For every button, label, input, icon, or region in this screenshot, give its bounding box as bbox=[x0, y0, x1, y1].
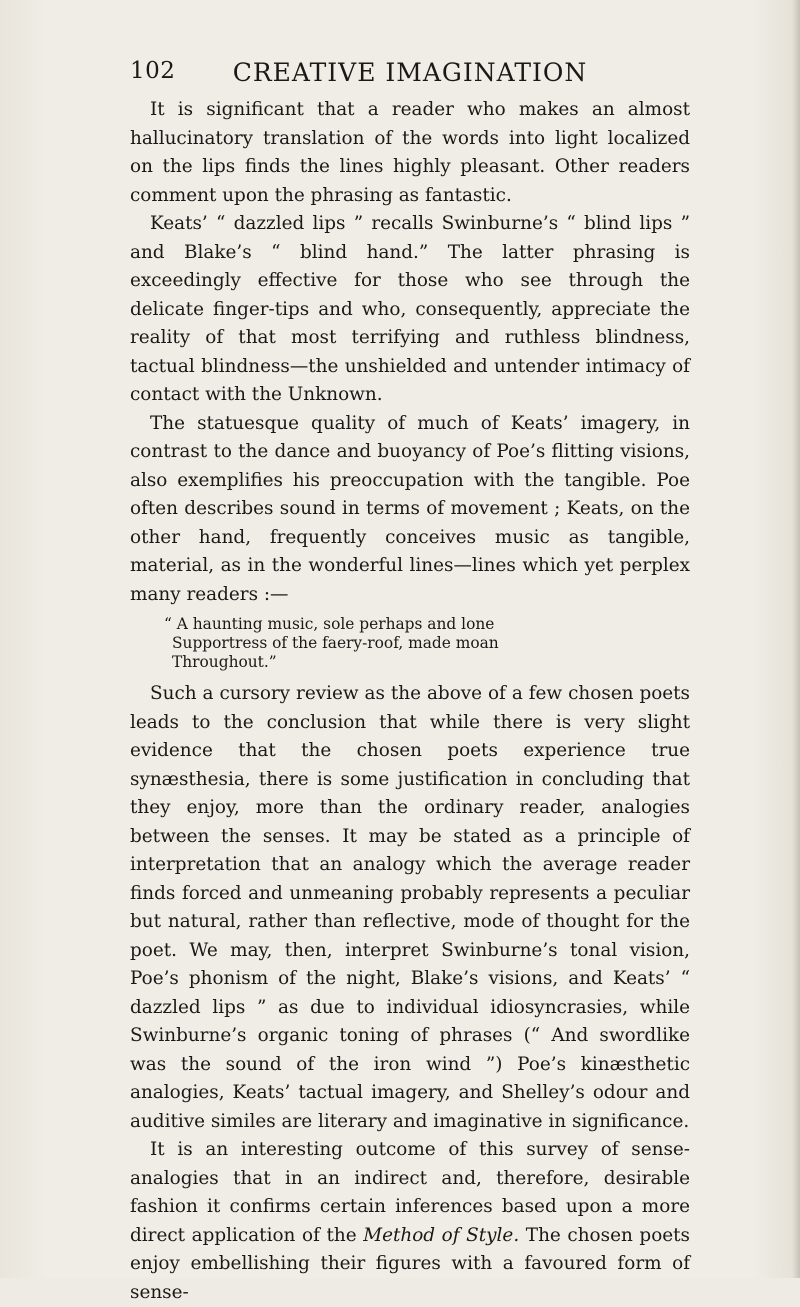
quote-line-1: “ A haunting music, sole perhaps and lone bbox=[164, 615, 495, 633]
page-header bbox=[130, 58, 690, 92]
paragraph-4: Such a cursory review as the above of a few chosen poets leads to the conclusion that while there is very slight evidence that the chosen poets experience true synæsthesia, there is some justification in concluding that they enjoy, more than the ordinary reader, analogies between the senses. It may be stated as a principle of interpretation that an analogy which the average reader finds forced and unmeaning probably represents a peculiar but natural, rather than reflective, mode of thought for the poet. We may, then, interpret Swinburne’s tonal vision, Poe’s phonism of the night, Blake’s visions, and Keats’ “ dazzled lips ” as due to individual idiosyncrasies, while Swinburne’s organic toning of phrases (“ And swordlike was the sound of the iron wind ”) Poe’s kinæsthetic analogies, Keats’ tactual imagery, and Shelley’s odour and auditive similes are literary and imaginative in significance. bbox=[130, 683, 690, 1132]
paragraph-5 bbox=[130, 1136, 690, 1307]
paragraph-5-text-a: It is an interesting outcome of this survey of sense-analogies that in an indirect and, therefore, desirable fashion it confirms certain inferences based upon a more direct application of the bbox=[130, 1139, 690, 1246]
quote-line-3: Throughout.” bbox=[172, 653, 277, 671]
page-edge-shadow bbox=[792, 0, 800, 1278]
block-quote bbox=[130, 615, 690, 672]
paragraph-1: It is significant that a reader who makes an almost hallucinatory translation of the words into light localized on the lips finds the lines highly pleasant. Other readers comment upon the phrasing as fantastic. bbox=[130, 99, 690, 206]
running-head: CREATIVE IMAGINATION bbox=[232, 58, 588, 87]
paragraph-5-text-b: The chosen poets enjoy embellishing their figures with a favoured form of sense- bbox=[130, 1224, 690, 1303]
quote-line-2: Supportress of the faery-roof, made moan bbox=[172, 634, 499, 652]
page-number: 102 bbox=[130, 58, 176, 84]
book-title-italic: Method of Style. bbox=[363, 1224, 520, 1246]
paragraph-2: Keats’ “ dazzled lips ” recalls Swinburne’s “ blind lips ” and Blake’s “ blind hand.” The latter phrasing is exceedingly effective for those who see through the delicate finger-tips and who, consequently, appreciate the reality of that most terrifying and ruthless blindness, tactual blindness—the unshielded and untender intimacy of contact with the Unknown. bbox=[130, 213, 690, 405]
paragraph-3: The statuesque quality of much of Keats’ imagery, in contrast to the dance and buoyancy of Poe’s flitting visions, also exemplifies his preoccupation with the tangible. Poe often describes sound in terms of movement ; Keats, on the other hand, frequently conceives music as tangible, material, as in the wonderful lines—lines which yet perplex many readers :— bbox=[130, 412, 690, 605]
body-text bbox=[130, 96, 690, 1307]
